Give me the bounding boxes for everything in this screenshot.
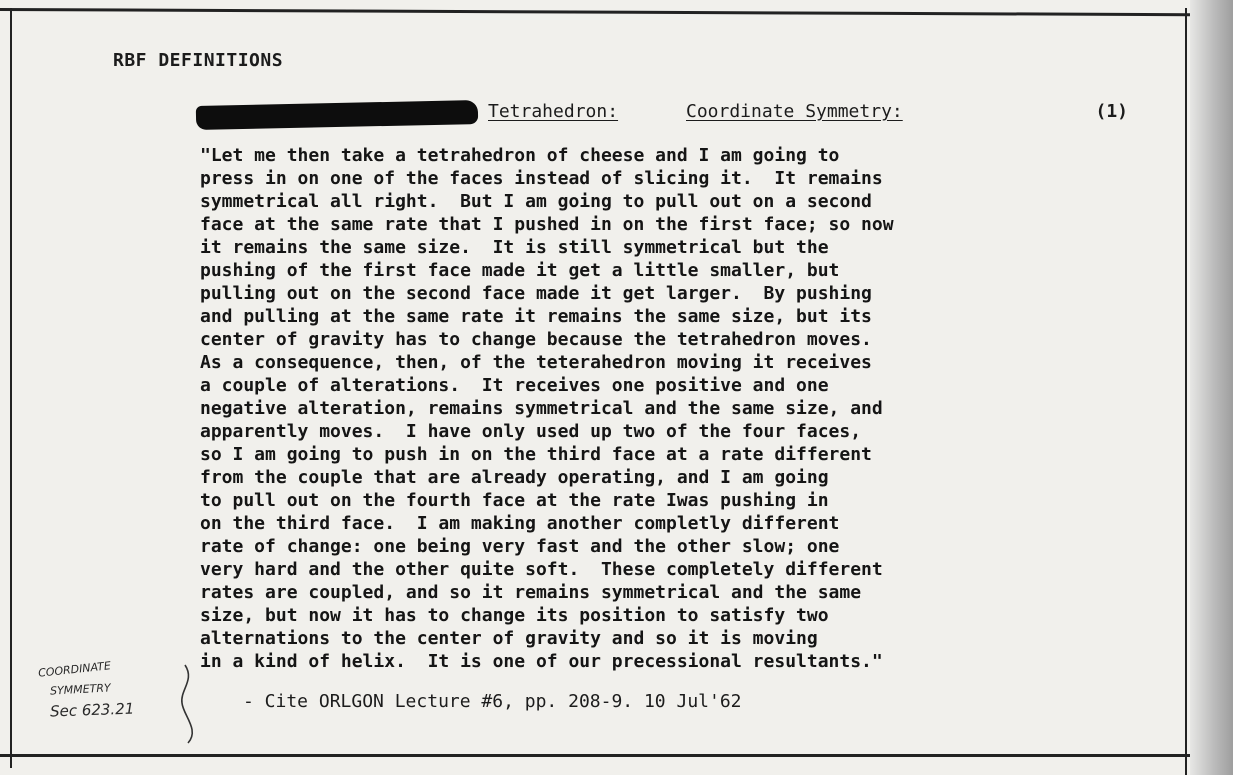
quote-line: press in on one of the faces instead of slicing it. It remains: [200, 168, 883, 189]
entry-heading: [488, 101, 1128, 129]
quote-line: face at the same rate that I pushed in on the first face; so now: [200, 214, 894, 235]
quote-line: to pull out on the fourth face at the rate Iwas pushing in: [200, 490, 829, 511]
quote-line: and pulling at the same rate it remains the same size, but its: [200, 306, 872, 327]
quote-line: center of gravity has to change because the tetrahedron moves.: [200, 329, 872, 350]
left-border: [10, 8, 12, 768]
quote-line: very hard and the other quite soft. These completely different: [200, 559, 883, 580]
right-border: [1185, 8, 1187, 775]
quote-line: pushing of the first face made it get a little smaller, but: [200, 260, 840, 281]
quote-line: As a consequence, then, of the teterahedron moving it receives: [200, 352, 872, 373]
citation: - Cite ORLGON Lecture #6, pp. 208-9. 10 Jul'62: [243, 691, 742, 712]
entry-number: (1): [1095, 101, 1128, 122]
quote-line: rates are coupled, and so it remains symmetrical and the same: [200, 582, 862, 603]
quote-line: negative alteration, remains symmetrical and the same size, and: [200, 398, 883, 419]
quote-line: alternations to the center of gravity and so it is moving: [200, 628, 818, 649]
redaction-bar: [196, 100, 478, 130]
handwritten-note: [30, 655, 210, 750]
quote-line: from the couple that are already operating, and I am going: [200, 467, 829, 488]
bottom-border: [0, 754, 1190, 757]
quote-line: "Let me then take a tetrahedron of cheese and I am going to: [200, 145, 840, 166]
quote-line: a couple of alterations. It receives one positive and one: [200, 375, 829, 396]
entry-term: Tetrahedron:: [488, 101, 619, 122]
handwritten-line-3: Sec 623.21: [49, 699, 135, 721]
quote-line: on the third face. I am making another completly different: [200, 513, 840, 534]
quote-line: size, but now it has to change its position to satisfy two: [200, 605, 829, 626]
quote-line: symmetrical all right. But I am going to pull out on a second: [200, 191, 872, 212]
quote-line: in a kind of helix. It is one of our precessional resultants.": [200, 651, 883, 672]
page-title: RBF DEFINITIONS: [113, 50, 284, 71]
entry-subterm: Coordinate Symmetry:: [686, 101, 903, 122]
quote-line: it remains the same size. It is still symmetrical but the: [200, 237, 829, 258]
quote-body: [200, 144, 1110, 673]
quote-line: so I am going to push in on the third face at a rate different: [200, 444, 872, 465]
handwritten-line-2: SYMMETRY: [49, 681, 112, 698]
scan-edge-shadow: [1190, 0, 1233, 775]
quote-line: rate of change: one being very fast and the other slow; one: [200, 536, 840, 557]
quote-line: pulling out on the second face made it get larger. By pushing: [200, 283, 872, 304]
quote-line: apparently moves. I have only used up two of the four faces,: [200, 421, 862, 442]
handwritten-line-1: COORDINATE: [37, 659, 112, 680]
top-border: [0, 8, 1190, 16]
